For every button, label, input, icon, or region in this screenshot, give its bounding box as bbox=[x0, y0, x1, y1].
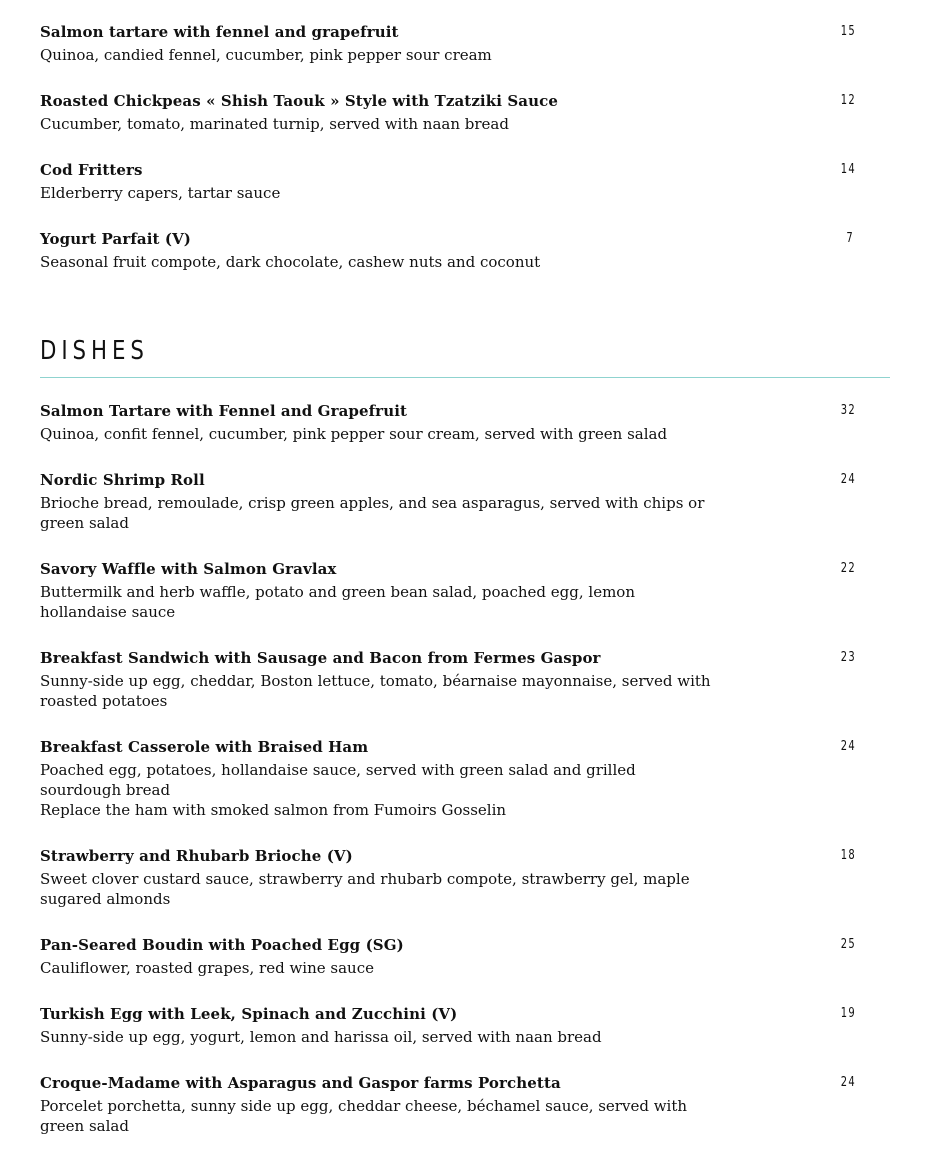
menu-item bbox=[40, 1073, 860, 1136]
item-description bbox=[40, 45, 730, 65]
item-price: 24 bbox=[840, 472, 856, 487]
item-description-line: green salad bbox=[40, 1117, 129, 1135]
item-description bbox=[40, 1096, 730, 1136]
item-price: 22 bbox=[840, 561, 856, 576]
item-description-line: Quinoa, candied fennel, cucumber, pink pepper sour cream bbox=[40, 46, 492, 64]
item-description bbox=[40, 114, 730, 134]
item-price: 14 bbox=[840, 162, 856, 177]
section-divider bbox=[40, 377, 890, 378]
item-price: 24 bbox=[840, 1075, 856, 1090]
item-description-line: sugared almonds bbox=[40, 890, 171, 908]
item-description bbox=[40, 958, 730, 978]
item-description-line: green salad bbox=[40, 514, 129, 532]
item-description-line: roasted potatoes bbox=[40, 692, 168, 710]
menu-item bbox=[40, 22, 860, 65]
item-description-line: Poached egg, potatoes, hollandaise sauce, served with green salad and grilled bbox=[40, 761, 636, 779]
item-name: Turkish Egg with Leek, Spinach and Zucchini (V) bbox=[40, 1005, 458, 1023]
item-name: Cod Fritters bbox=[40, 161, 143, 179]
item-price: 25 bbox=[840, 937, 856, 952]
item-description-line: hollandaise sauce bbox=[40, 603, 176, 621]
menu-item bbox=[40, 935, 860, 978]
item-name: Pan-Seared Boudin with Poached Egg (SG) bbox=[40, 936, 404, 954]
item-name: Nordic Shrimp Roll bbox=[40, 471, 205, 489]
item-description-line: Sweet clover custard sauce, strawberry and rhubarb compote, strawberry gel, maple bbox=[40, 870, 690, 888]
item-description bbox=[40, 869, 730, 909]
item-description bbox=[40, 760, 730, 820]
item-price: 24 bbox=[840, 739, 856, 754]
item-description bbox=[40, 1027, 730, 1047]
item-description-line: Sunny-side up egg, yogurt, lemon and harissa oil, served with naan bread bbox=[40, 1028, 602, 1046]
item-description bbox=[40, 183, 730, 203]
item-name: Breakfast Sandwich with Sausage and Bacon from Fermes Gaspor bbox=[40, 649, 601, 667]
item-price: 19 bbox=[840, 1006, 856, 1021]
item-description-line: sourdough bread bbox=[40, 781, 171, 799]
item-price: 32 bbox=[840, 403, 856, 418]
item-name: Roasted Chickpeas « Shish Taouk » Style with Tzatziki Sauce bbox=[40, 92, 558, 110]
item-name: Croque-Madame with Asparagus and Gaspor farms Porchetta bbox=[40, 1074, 561, 1092]
item-price: 15 bbox=[840, 24, 856, 39]
item-name: Yogurt Parfait (V) bbox=[40, 230, 192, 248]
item-description bbox=[40, 252, 730, 272]
item-price: 7 bbox=[846, 231, 854, 246]
item-description-line: Porcelet porchetta, sunny side up egg, cheddar cheese, béchamel sauce, served with bbox=[40, 1097, 688, 1115]
item-description-line: Quinoa, confit fennel, cucumber, pink pepper sour cream, served with green salad bbox=[40, 425, 668, 443]
item-description-line: Buttermilk and herb waffle, potato and green bean salad, poached egg, lemon bbox=[40, 583, 635, 601]
item-price: 18 bbox=[840, 848, 856, 863]
item-description-line: Sunny-side up egg, cheddar, Boston lettuce, tomato, béarnaise mayonnaise, served with bbox=[40, 672, 711, 690]
item-price: 23 bbox=[840, 650, 856, 665]
section-title: DISHES bbox=[40, 336, 149, 366]
item-description-line: Brioche bread, remoulade, crisp green apples, and sea asparagus, served with chips or bbox=[40, 494, 705, 512]
item-name: Strawberry and Rhubarb Brioche (V) bbox=[40, 847, 353, 865]
menu-item bbox=[40, 91, 860, 134]
item-name: Salmon Tartare with Fennel and Grapefruit bbox=[40, 402, 408, 420]
item-name: Salmon tartare with fennel and grapefruit bbox=[40, 23, 399, 41]
menu-item bbox=[40, 648, 860, 711]
item-description bbox=[40, 424, 730, 444]
menu-item bbox=[40, 1004, 860, 1047]
item-description bbox=[40, 582, 730, 622]
item-description-line: Elderberry capers, tartar sauce bbox=[40, 184, 281, 202]
menu-item bbox=[40, 559, 860, 622]
item-description-line: Seasonal fruit compote, dark chocolate, cashew nuts and coconut bbox=[40, 253, 541, 271]
item-description bbox=[40, 493, 730, 533]
item-description-line: Replace the ham with smoked salmon from Fumoirs Gosselin bbox=[40, 801, 507, 819]
item-description-line: Cucumber, tomato, marinated turnip, served with naan bread bbox=[40, 115, 509, 133]
menu-item bbox=[40, 470, 860, 533]
menu-item bbox=[40, 229, 860, 272]
item-name: Savory Waffle with Salmon Gravlax bbox=[40, 560, 337, 578]
menu-item bbox=[40, 401, 860, 444]
menu-item bbox=[40, 846, 860, 909]
menu-item bbox=[40, 737, 860, 820]
item-name: Breakfast Casserole with Braised Ham bbox=[40, 738, 369, 756]
item-description-line: Cauliflower, roasted grapes, red wine sauce bbox=[40, 959, 374, 977]
menu-item bbox=[40, 160, 860, 203]
item-description bbox=[40, 671, 730, 711]
item-price: 12 bbox=[840, 93, 856, 108]
